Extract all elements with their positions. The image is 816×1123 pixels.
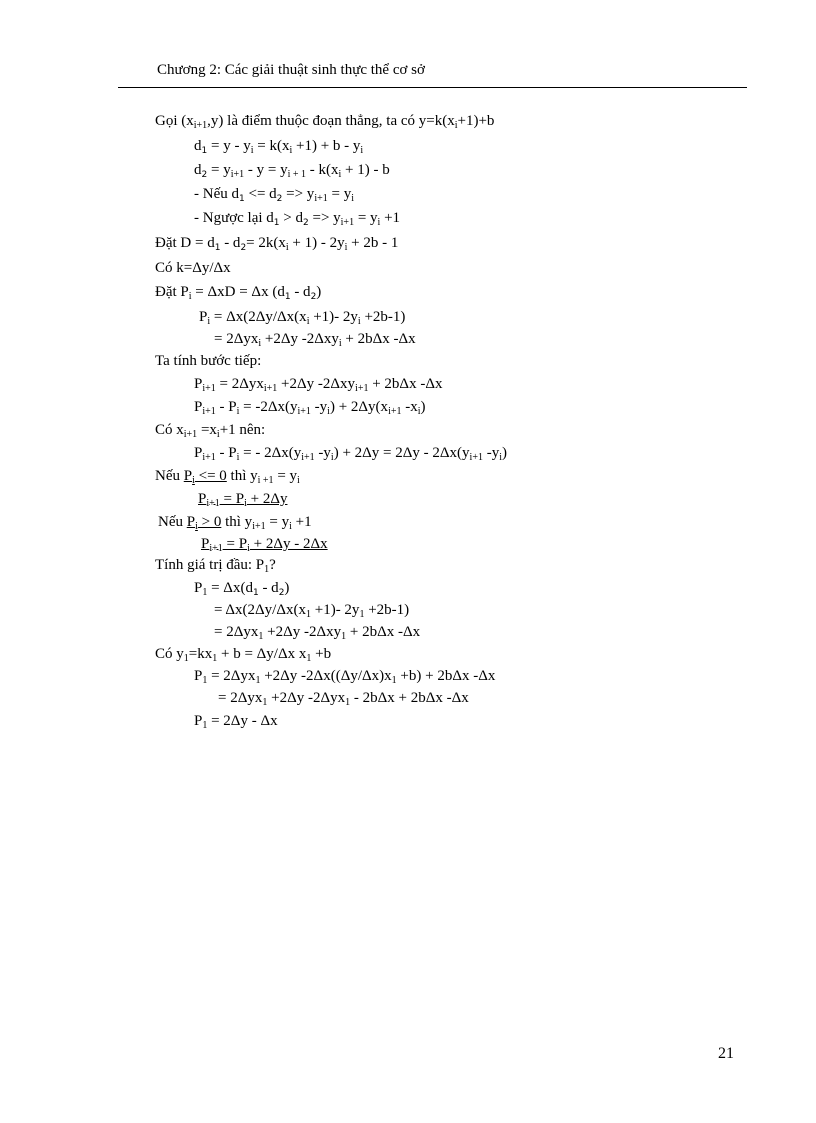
equation-part: i	[417, 406, 421, 417]
equation-part: + 2bΔx -Δx	[368, 376, 443, 392]
equation-part: = y - y	[207, 138, 251, 154]
equation-part: 1	[255, 675, 261, 686]
equation-line	[194, 185, 354, 203]
equation-part: 2	[276, 194, 283, 204]
equation-line	[194, 712, 278, 730]
equation-part: 1	[359, 609, 365, 620]
equation-part: => y	[282, 186, 315, 202]
equation-part: = Δx(d	[207, 580, 253, 596]
equation-part: P	[194, 668, 203, 684]
equation-part: + 2Δy	[246, 491, 288, 507]
equation-part: = y	[354, 210, 378, 226]
equation-part: i	[250, 145, 254, 156]
equation-part: +2Δy -2Δx((Δy/Δx)x	[260, 668, 392, 684]
equation-part: = -2Δx(y	[239, 399, 298, 415]
equation-part: + 1) - b	[341, 162, 390, 178]
equation-part: Đặt P	[155, 284, 189, 300]
equation-part: = y	[265, 514, 290, 530]
equation-line	[155, 259, 231, 277]
equation-part: i + 1	[287, 169, 307, 180]
equation-part: P	[198, 491, 207, 507]
equation-part: = 2Δyx	[214, 624, 259, 640]
equation-part: )	[502, 445, 507, 461]
equation-line	[194, 667, 495, 685]
equation-part: d	[194, 138, 202, 154]
equation-part: i	[327, 406, 330, 417]
equation-part: i	[330, 452, 334, 463]
equation-part: Đặt D = d	[155, 235, 215, 251]
equation-part: i+1	[469, 452, 483, 463]
equation-part: - Ngược lại d	[194, 210, 274, 226]
equation-part: <= 0	[194, 468, 227, 484]
equation-part: -y	[310, 399, 328, 415]
equation-part: - d	[290, 284, 311, 300]
equation-line	[155, 421, 265, 439]
equation-part: + 2bΔx -Δx	[341, 331, 416, 347]
equation-part: = ΔxD = Δx (d	[191, 284, 285, 300]
equation-part: 1	[262, 697, 268, 708]
equation-part: +2Δy -2Δxy	[263, 624, 342, 640]
equation-line	[214, 330, 416, 348]
equation-line	[199, 308, 405, 326]
equation-part: + 1) - 2y	[288, 235, 345, 251]
equation-part: i	[195, 521, 198, 532]
equation-part: Có y	[155, 646, 184, 662]
equation-part: i+1	[230, 169, 245, 180]
equation-part: +1)- 2y	[310, 602, 360, 618]
equation-line	[194, 579, 289, 597]
equation-part: i	[258, 338, 262, 349]
equation-part: ,y) là điểm thuộc đoạn thẳng, ta có y=k(x	[207, 113, 455, 129]
page-number: 21	[718, 1045, 734, 1062]
equation-line	[155, 556, 276, 574]
equation-part: +2Δy -2Δxy	[277, 376, 356, 392]
equation-part: i	[338, 169, 342, 180]
equation-part: i	[188, 291, 192, 302]
equation-part: i+1	[202, 406, 216, 417]
equation-part: - P	[215, 399, 237, 415]
equation-part: )	[284, 580, 290, 596]
equation-part: 1	[214, 243, 221, 253]
equation-part: 2	[201, 170, 208, 180]
equation-part: P	[194, 445, 203, 461]
equation-part: = - 2Δx(y	[239, 445, 302, 461]
equation-part: = Δx(2Δy/Δx(x	[210, 309, 307, 325]
equation-part: i+1	[252, 521, 266, 532]
equation-part: +1)- 2y	[309, 309, 358, 325]
equation-part: ) + 2Δy = 2Δy - 2Δx(y	[333, 445, 470, 461]
equation-part: 1	[202, 587, 208, 598]
equation-part: P	[199, 309, 208, 325]
equation-part: = 2Δyx	[218, 690, 263, 706]
equation-line	[198, 490, 287, 508]
equation-line	[155, 467, 300, 485]
equation-part: )	[420, 399, 426, 415]
equation-part: +2b-1)	[364, 602, 410, 618]
equation-part: - Nếu d	[194, 186, 239, 202]
equation-part: 1	[202, 675, 208, 686]
equation-part: ?	[269, 557, 276, 573]
equation-line	[155, 283, 321, 301]
equation-part: > 0	[197, 514, 222, 530]
equation-part: P	[186, 514, 196, 530]
equation-part: =x	[197, 422, 217, 438]
equation-part: P	[194, 580, 203, 596]
equation-part: Gọi (x	[155, 113, 194, 129]
equation-part: -y	[314, 445, 331, 461]
equation-part: i	[216, 429, 220, 440]
equation-part: = P	[222, 536, 248, 552]
equation-part: i	[192, 475, 195, 486]
equation-part: ) + 2Δy(x	[329, 399, 389, 415]
equation-part: i+1	[340, 217, 355, 228]
equation-line	[194, 398, 426, 416]
equation-part: i	[357, 316, 361, 327]
equation-part: Có k=Δy/Δx	[155, 260, 231, 276]
equation-line	[155, 352, 261, 370]
equation-part: i	[285, 242, 289, 253]
equation-part: <= d	[244, 186, 277, 202]
equation-part: = 2Δyx	[215, 376, 264, 392]
equation-part: i+1	[206, 498, 220, 509]
equation-part: i	[499, 452, 502, 463]
equation-part: 1	[212, 653, 218, 664]
equation-part: i	[338, 338, 342, 349]
equation-part: i	[247, 543, 250, 554]
equation-part: +1 nên:	[219, 422, 266, 438]
equation-part: - y = y	[244, 162, 288, 178]
equation-part: i	[289, 145, 293, 156]
equation-part: = y	[273, 468, 298, 484]
equation-part: + 2b - 1	[347, 235, 399, 251]
equation-part: + 2Δy - 2Δx	[249, 536, 328, 552]
equation-part: P	[194, 713, 203, 729]
equation-part: 1	[252, 588, 259, 598]
equation-line	[155, 645, 331, 663]
equation-part: P	[201, 536, 210, 552]
equation-part: Ta tính bước tiếp:	[155, 353, 262, 369]
equation-part: i+1	[193, 120, 208, 131]
equation-line	[194, 375, 442, 393]
equation-part: +b	[311, 646, 332, 662]
equation-part: 1	[305, 609, 311, 620]
equation-line	[218, 689, 469, 707]
equation-part: 2	[303, 218, 309, 228]
chapter-header: Chương 2: Các giải thuật sinh thực thể cơ sở	[157, 62, 425, 78]
equation-part: 1	[345, 697, 351, 708]
equation-part: i+1	[263, 383, 278, 394]
equation-line	[214, 623, 420, 641]
equation-part: i+1	[301, 452, 315, 463]
equation-part: i+1	[355, 383, 369, 394]
equation-part: i	[377, 217, 381, 228]
equation-part: Có x	[155, 422, 184, 438]
equation-part: 1	[264, 564, 270, 575]
equation-part: - d	[220, 235, 241, 251]
equation-part: i	[236, 452, 240, 463]
equation-part: - d	[258, 580, 279, 596]
equation-part: i+1	[314, 193, 328, 204]
equation-part: P	[183, 468, 193, 484]
equation-part: i+1	[388, 406, 402, 417]
equation-part: 2	[240, 243, 247, 253]
equation-part: i+1	[202, 452, 216, 463]
equation-part: i	[351, 193, 354, 204]
equation-part: )	[316, 284, 322, 300]
equation-part: i	[236, 406, 240, 417]
equation-part: +1)+b	[457, 113, 495, 129]
equation-part: -y	[482, 445, 500, 461]
equation-line	[155, 234, 398, 252]
equation-part: 2	[278, 588, 285, 598]
equation-part: i+1	[183, 429, 198, 440]
equation-part: = k(x	[253, 138, 290, 154]
equation-part: d	[194, 162, 202, 178]
equation-part: 1	[391, 675, 397, 686]
equation-part: +2b-1)	[360, 309, 406, 325]
equation-part: i	[244, 498, 247, 509]
equation-part: P	[194, 399, 203, 415]
equation-part: +b) + 2bΔx -Δx	[396, 668, 496, 684]
equation-part: 1	[273, 218, 280, 228]
equation-part: +1) + b - y	[292, 138, 361, 154]
equation-part: i +1	[257, 475, 274, 486]
equation-part: 1	[258, 631, 264, 642]
equation-part: = 2Δy - Δx	[207, 713, 278, 729]
equation-part: + b = Δy/Δx x	[217, 646, 307, 662]
equation-line	[194, 137, 363, 155]
equation-part: P	[194, 376, 203, 392]
equation-part: Nếu	[158, 514, 187, 530]
equation-part: Nếu	[155, 468, 184, 484]
equation-part: -x	[401, 399, 418, 415]
equation-part: = y	[327, 186, 352, 202]
equation-part: = 2Δyx	[207, 668, 256, 684]
equation-part: +1	[291, 514, 312, 530]
equation-part: = 2k(x	[246, 235, 286, 251]
equation-part: i	[344, 242, 348, 253]
equation-part: i+1	[297, 406, 311, 417]
equation-line	[214, 601, 409, 619]
equation-part: + 2bΔx -Δx	[346, 624, 421, 640]
equation-part: = y	[207, 162, 231, 178]
equation-part: - P	[215, 445, 237, 461]
equation-part: > d	[279, 210, 303, 226]
equation-part: = P	[219, 491, 245, 507]
equation-part: i	[360, 145, 364, 156]
equation-part: i+1	[209, 543, 223, 554]
equation-part: = 2Δyx	[214, 331, 259, 347]
equation-part: thì y	[221, 514, 253, 530]
equation-part: 2	[310, 292, 317, 302]
equation-part: i	[297, 475, 300, 486]
equation-line	[158, 513, 312, 531]
equation-part: =kx	[188, 646, 213, 662]
equation-line	[155, 112, 494, 130]
equation-part: => y	[308, 210, 341, 226]
equation-part: 1	[284, 292, 291, 302]
equation-part: thì y	[226, 468, 258, 484]
equation-part: 1	[202, 720, 208, 731]
equation-part: - k(x	[306, 162, 339, 178]
equation-part: 1	[341, 631, 347, 642]
equation-part: i	[289, 521, 292, 532]
equation-part: i	[306, 316, 310, 327]
equation-part: 1	[239, 194, 245, 204]
equation-part: i+1	[202, 383, 216, 394]
equation-part: - 2bΔx + 2bΔx -Δx	[350, 690, 469, 706]
equation-line	[194, 209, 400, 227]
equation-part: i	[207, 316, 211, 327]
equation-part: +1	[380, 210, 401, 226]
equation-line	[201, 535, 328, 553]
equation-part: +2Δy -2Δxy	[261, 331, 339, 347]
equation-part: = Δx(2Δy/Δx(x	[214, 602, 306, 618]
equation-part: i	[454, 120, 458, 131]
equation-part: 1	[201, 146, 208, 156]
equation-part: 1	[306, 653, 312, 664]
equation-part: Tính giá trị đầu: P	[155, 557, 265, 573]
equation-line	[194, 444, 507, 462]
equation-part: +2Δy -2Δyx	[267, 690, 346, 706]
equation-line	[194, 161, 390, 179]
equation-part: 1	[183, 653, 189, 664]
